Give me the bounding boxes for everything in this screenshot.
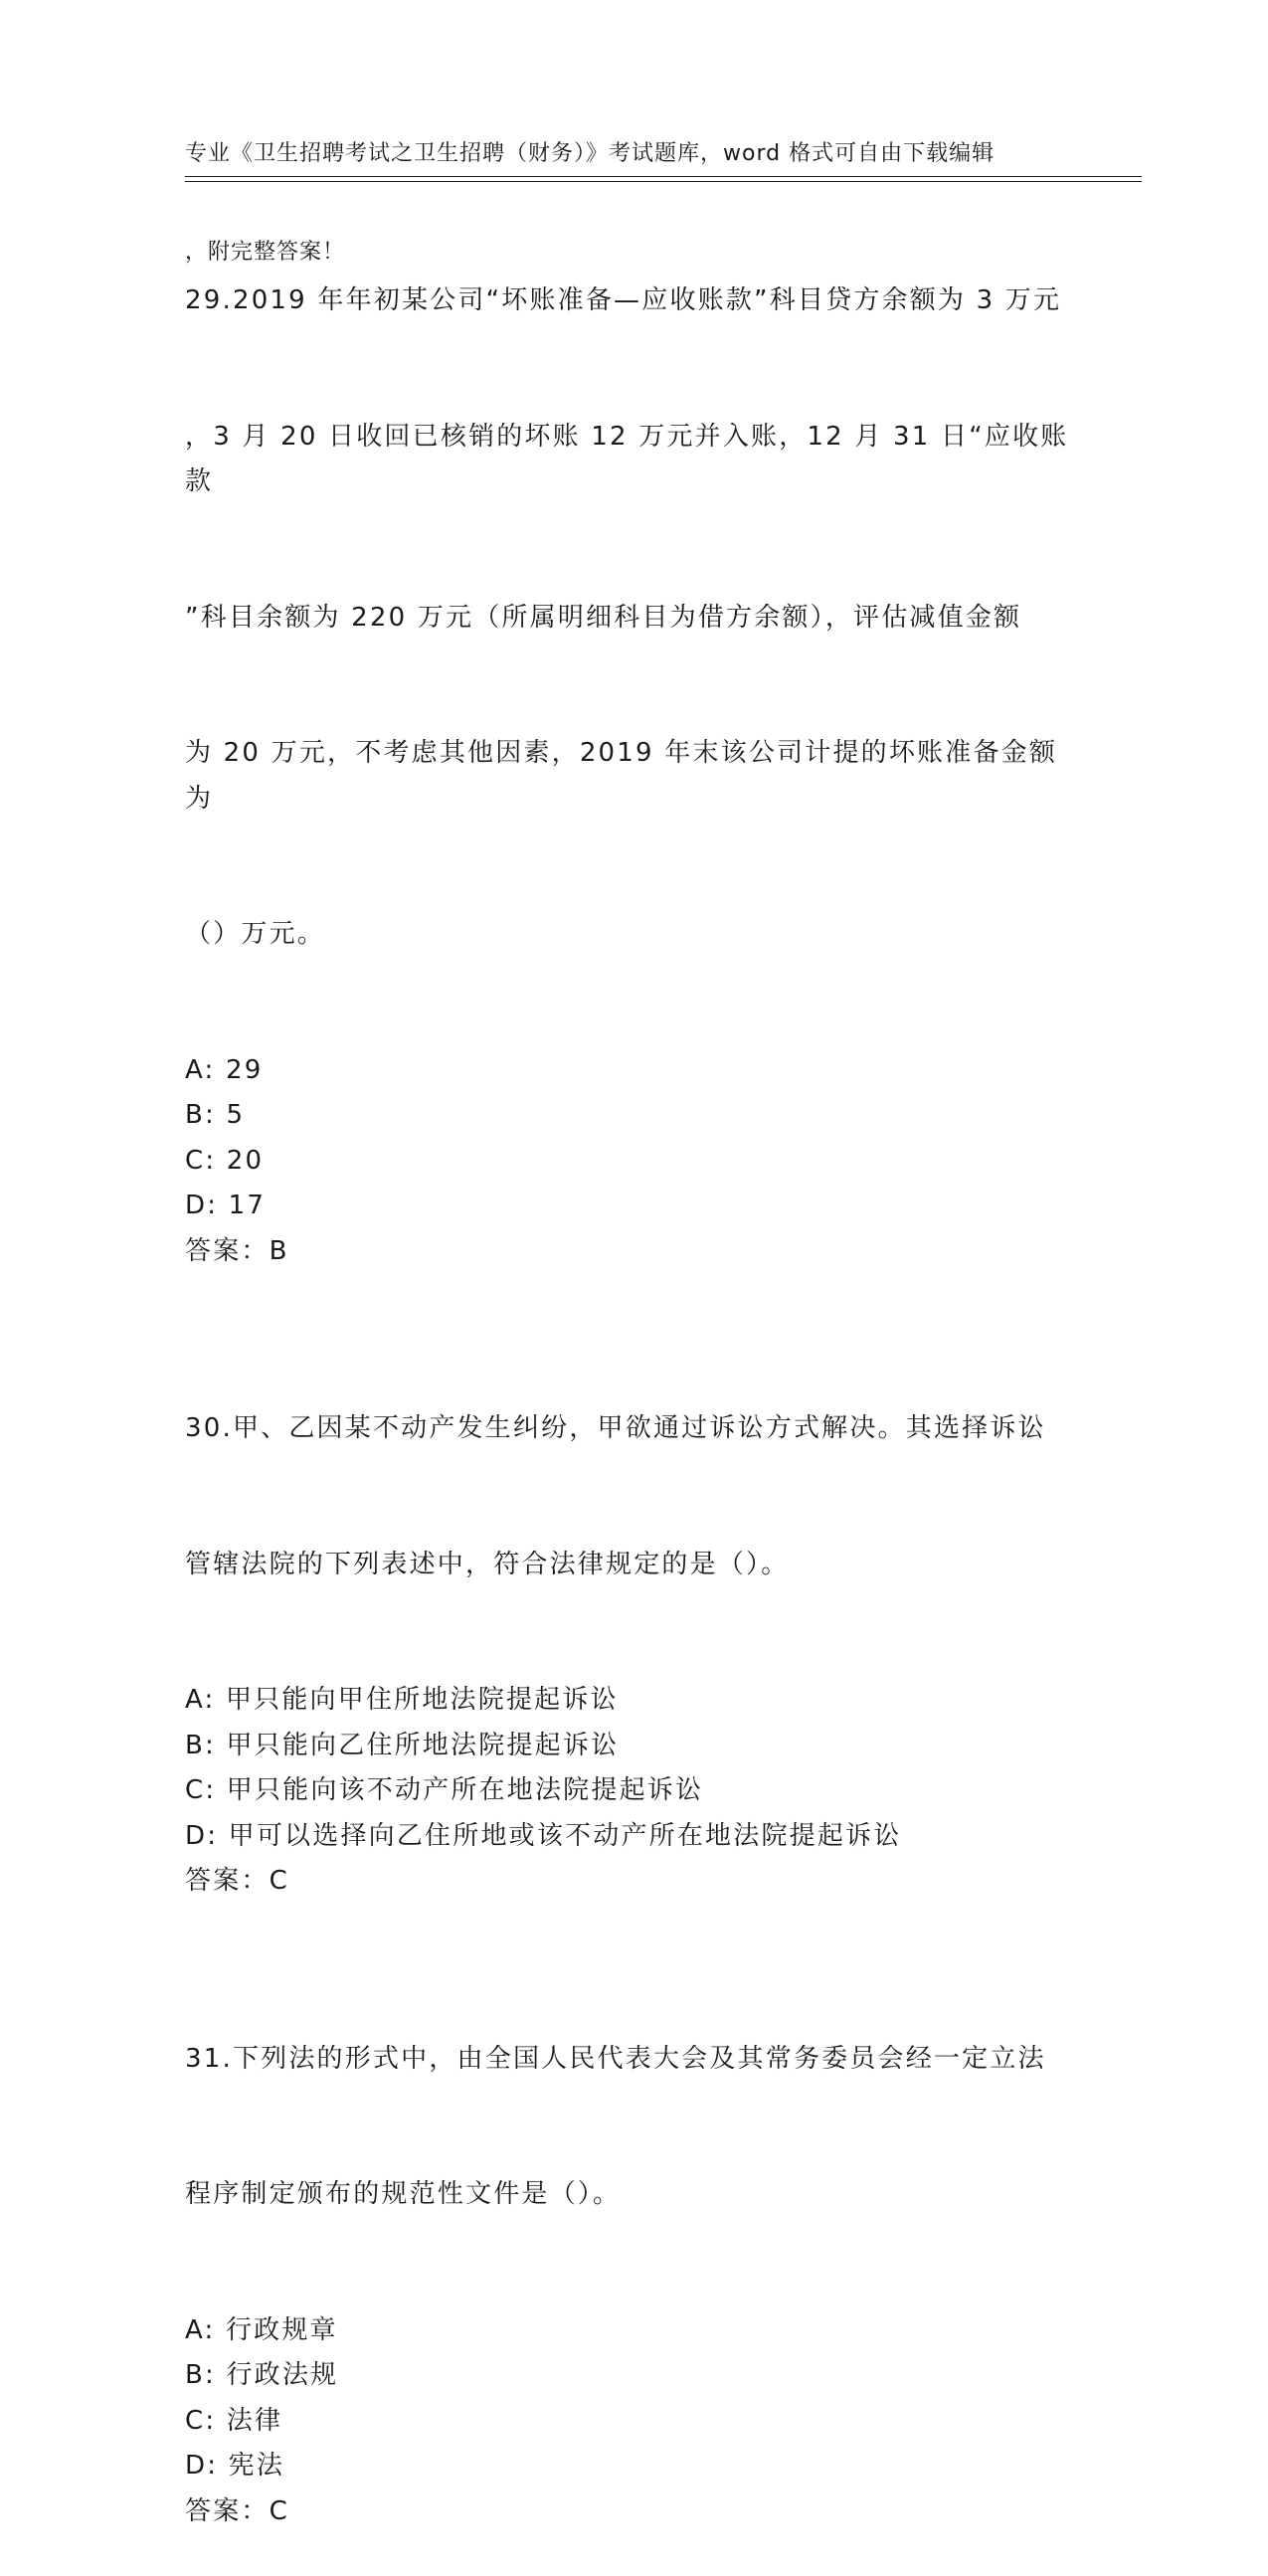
- stem-line: ”科目余额为 220 万元（所属明细科目为借方余额），评估减值金额: [185, 602, 1022, 633]
- option-c: C: 甲只能向该不动产所在地法院提起诉讼: [185, 1775, 704, 1805]
- option-b: B: 行政法规: [185, 2360, 339, 2390]
- header-rule-bottom: [185, 181, 1142, 182]
- answer-line: 答案：C: [185, 1866, 289, 1896]
- header-line-2: ，附完整答案！: [185, 240, 346, 265]
- header-line-1: 专业《卫生招聘考试之卫生招聘（财务）》考试题库，word 格式可自由下载编辑: [185, 141, 996, 166]
- question-list: [185, 188, 1080, 2576]
- stem-line: 程序制定颁布的规范性文件是（）。: [185, 2179, 622, 2209]
- option-b: B: 5: [185, 1100, 246, 1130]
- option-a: A: 29: [185, 1054, 264, 1085]
- answer-line: 答案：C: [185, 2495, 289, 2526]
- question-29: [185, 188, 1080, 1274]
- answer-line: 答案：B: [185, 1235, 289, 1266]
- question-stem: [185, 1316, 1080, 1678]
- option-a: A: 甲只能向甲住所地法院提起诉讼: [185, 1685, 619, 1715]
- option-a: A: 行政规章: [185, 2314, 338, 2345]
- option-c: C: 法律: [185, 2405, 283, 2436]
- option-d: D: 甲可以选择向乙住所地或该不动产所在地法院提起诉讼: [185, 1820, 902, 1851]
- option-b: B: 甲只能向乙住所地法院提起诉讼: [185, 1730, 620, 1760]
- stem-line: 为 20 万元，不考虑其他因素，2019 年末该公司计提的坏账准备金额为: [185, 738, 1058, 814]
- question-stem: [185, 188, 1080, 1048]
- option-d: D: 宪法: [185, 2451, 285, 2481]
- question-stem: [185, 1946, 1080, 2308]
- option-d: D: 17: [185, 1191, 267, 1220]
- stem-line: 29.2019 年年初某公司“坏账准备—应收账款”科目贷方余额为 3 万元: [185, 285, 1062, 315]
- stem-line: 31.下列法的形式中，由全国人民代表大会及其常务委员会经一定立法: [185, 2043, 1046, 2074]
- stem-line: 管辖法院的下列表述中，符合法律规定的是（）。: [185, 1549, 790, 1579]
- stem-line: 30.甲、乙因某不动产发生纠纷，甲欲通过诉讼方式解决。其选择诉讼: [185, 1413, 1046, 1443]
- stem-line: （）万元。: [185, 919, 326, 949]
- question-31: [185, 1946, 1080, 2535]
- question-30: [185, 1316, 1080, 1905]
- header-rule-top: [185, 176, 1142, 177]
- option-c: C: 20: [185, 1145, 265, 1176]
- stem-line: ，3 月 20 日收回已核销的坏账 12 万元并入账，12 月 31 日“应收账款: [185, 421, 1069, 496]
